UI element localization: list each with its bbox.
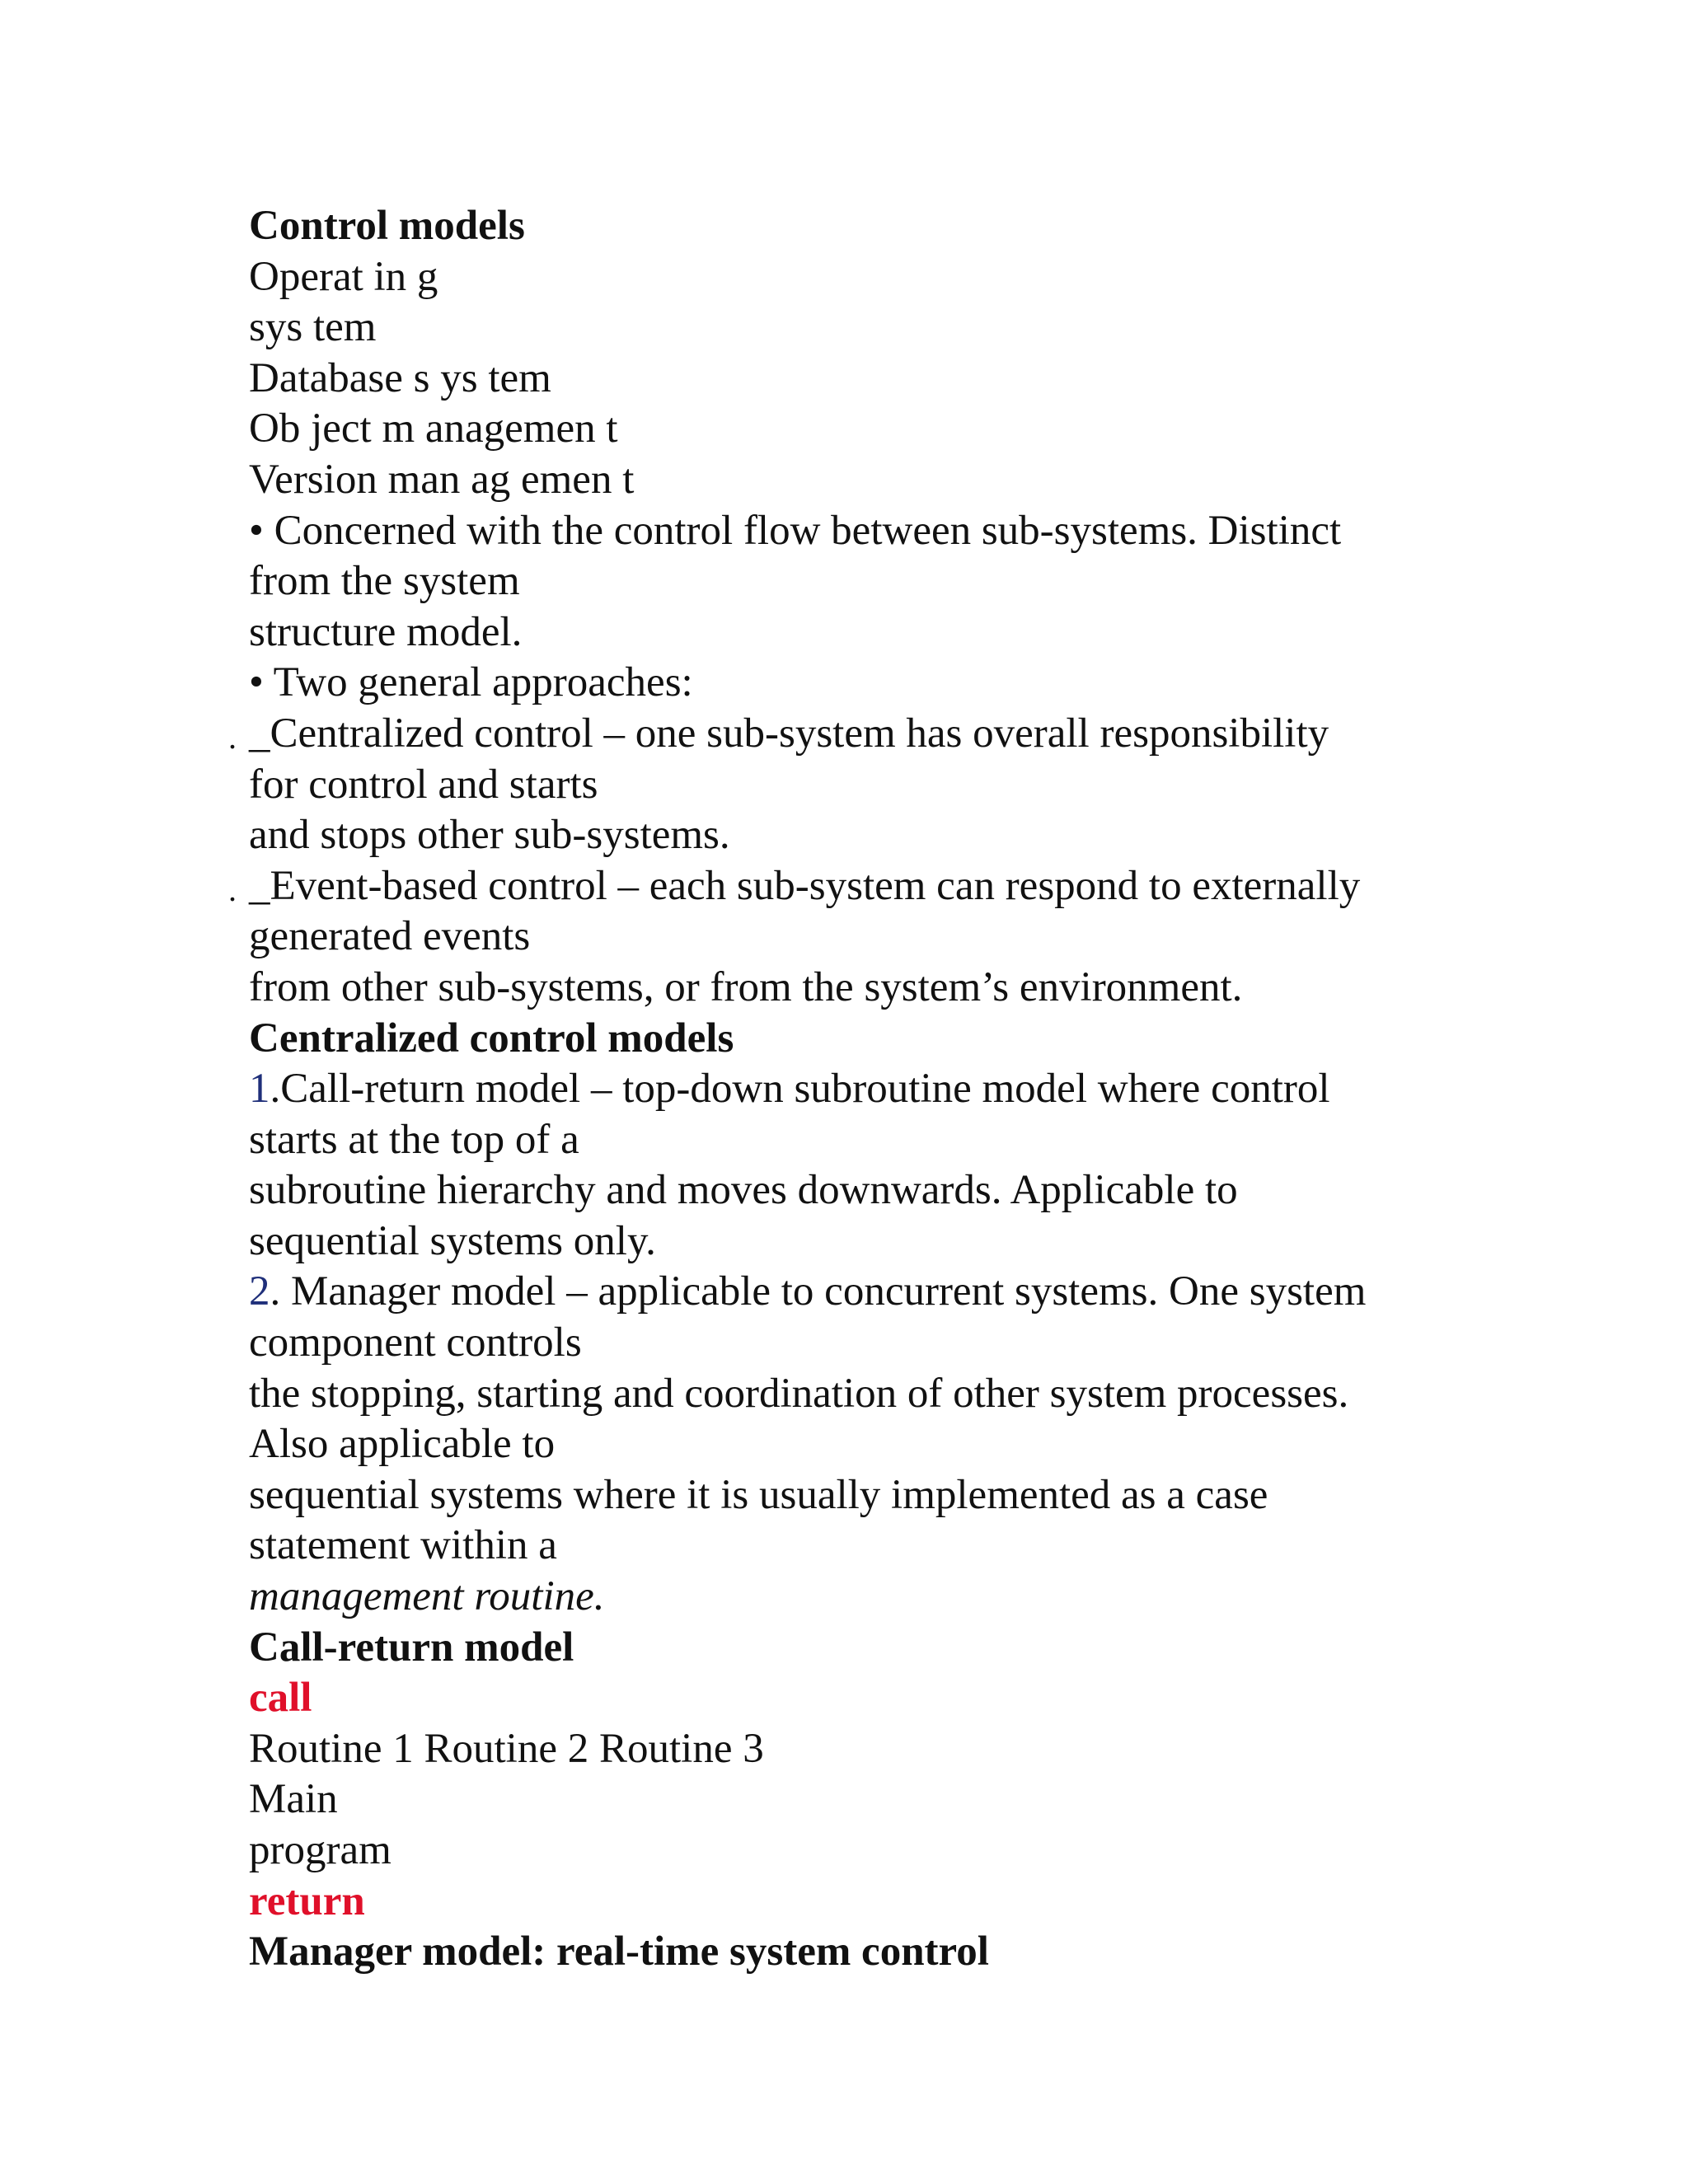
diagram-label: Ob ject m anagemen t: [249, 405, 618, 452]
paragraph-line: sequential systems only.: [249, 1217, 656, 1264]
item-number: 2: [249, 1268, 270, 1315]
paragraph-line: starts at the top of a: [249, 1116, 579, 1163]
paragraph-line: generated events: [249, 913, 531, 960]
item-text: .Call-return model – top-down subroutine model where control: [270, 1066, 1330, 1113]
diagram-label: sys tem: [249, 304, 377, 351]
document-body: [228, 201, 1452, 1978]
diagram-main-label: Main: [249, 1776, 338, 1823]
paragraph-line: statement within a: [249, 1522, 557, 1569]
italic-line: management routine.: [249, 1573, 605, 1620]
section-heading-call-return: Call-return model: [249, 1624, 574, 1671]
sub-bullet-text: _Centralized control – one sub-system has overall responsibility: [249, 710, 1329, 757]
bullet-text: • Concerned with the control flow between sub-systems. Distinct: [249, 507, 1342, 554]
paragraph-line: sequential systems where it is usually implemented as a case: [249, 1471, 1268, 1518]
paragraph-line: from other sub-systems, or from the system’s environment.: [249, 963, 1243, 1010]
paragraph-line: the stopping, starting and coordination of other system processes.: [249, 1370, 1349, 1417]
paragraph-line: subroutine hierarchy and moves downwards. Applicable to: [249, 1167, 1238, 1214]
diagram-routines-label: Routine 1 Routine 2 Routine 3: [249, 1725, 764, 1772]
diagram-return-label: return: [249, 1877, 365, 1924]
dot-marker: .: [228, 870, 237, 908]
sub-bullet-line: [228, 709, 1452, 760]
numbered-item-line: [249, 1267, 1452, 1318]
item-number: 1: [249, 1066, 270, 1113]
paragraph-line: and stops other sub-systems.: [249, 812, 730, 859]
diagram-main-label: program: [249, 1827, 392, 1873]
paragraph-line: for control and starts: [249, 761, 598, 808]
section-heading-control-models: Control models: [249, 203, 525, 249]
bullet-text: • Two general approaches:: [249, 659, 693, 706]
diagram-label: Operat in g: [249, 253, 438, 300]
section-heading-manager: Manager model: real-time system control: [249, 1929, 989, 1975]
dot-marker: .: [228, 718, 237, 756]
diagram-call-label: call: [249, 1675, 312, 1722]
bullet-text: structure model.: [249, 608, 523, 655]
paragraph-line: component controls: [249, 1319, 582, 1366]
diagram-label: Version man ag emen t: [249, 456, 635, 503]
numbered-item-line: [249, 1064, 1452, 1115]
bullet-text: from the system: [249, 558, 520, 605]
item-text: . Manager model – applicable to concurrent systems. One system: [270, 1268, 1367, 1315]
paragraph-line: Also applicable to: [249, 1421, 556, 1468]
sub-bullet-text: _Event-based control – each sub-system can respond to externally: [249, 862, 1361, 909]
sub-bullet-line: [228, 861, 1452, 912]
section-heading-centralized: Centralized control models: [249, 1015, 734, 1062]
diagram-label: Database s ys tem: [249, 354, 551, 401]
